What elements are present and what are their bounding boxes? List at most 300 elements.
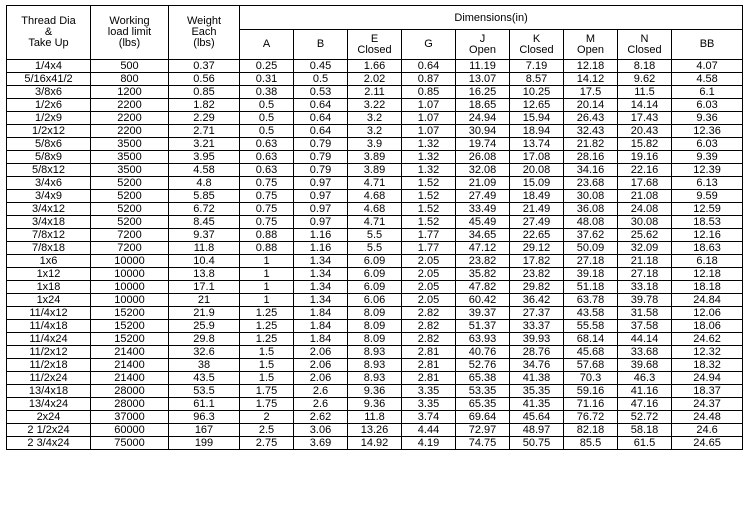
table-row <box>7 216 743 229</box>
table-cell: 28000 <box>91 398 169 411</box>
table-cell: 14.92 <box>348 437 402 450</box>
thread-size-cell: 5/16x41/2 <box>7 73 91 86</box>
table-cell: 1.07 <box>402 99 456 112</box>
table-row <box>7 346 743 359</box>
thread-size-cell: 1/2x6 <box>7 99 91 112</box>
table-cell: 63.93 <box>456 333 510 346</box>
table-cell: 0.25 <box>240 60 294 73</box>
table-cell: 32.43 <box>564 125 618 138</box>
table-cell: 2.05 <box>402 294 456 307</box>
table-cell: 43.58 <box>564 307 618 320</box>
table-cell: 0.97 <box>294 190 348 203</box>
table-cell: 2200 <box>91 112 169 125</box>
table-cell: 13.26 <box>348 424 402 437</box>
table-cell: 23.82 <box>456 255 510 268</box>
table-cell: 24.94 <box>456 112 510 125</box>
table-row <box>7 164 743 177</box>
table-cell: 45.49 <box>456 216 510 229</box>
header-line: N <box>640 32 649 45</box>
header-line: K <box>532 32 541 45</box>
table-cell: 1.52 <box>402 203 456 216</box>
header-line: J <box>479 32 486 45</box>
table-cell: 1 <box>240 281 294 294</box>
table-cell: 0.88 <box>240 229 294 242</box>
table-cell: 2 <box>240 411 294 424</box>
table-cell: 27.18 <box>618 268 672 281</box>
header-line: BB <box>699 38 715 50</box>
table-cell: 1.07 <box>402 112 456 125</box>
table-cell: 1.52 <box>402 216 456 229</box>
table-row <box>7 255 743 268</box>
table-cell: 26.43 <box>564 112 618 125</box>
table-cell: 72.97 <box>456 424 510 437</box>
table-cell: 4.68 <box>348 190 402 203</box>
table-cell: 33.49 <box>456 203 510 216</box>
table-row <box>7 177 743 190</box>
table-cell: 19.74 <box>456 138 510 151</box>
table-row <box>7 60 743 73</box>
table-cell: 45.68 <box>564 346 618 359</box>
table-cell: 52.76 <box>456 359 510 372</box>
table-row <box>7 112 743 125</box>
table-cell: 3.74 <box>402 411 456 424</box>
header-line: Thread Dia <box>21 15 76 27</box>
table-cell: 2.05 <box>402 268 456 281</box>
table-cell: 55.58 <box>564 320 618 333</box>
thread-size-cell: 11/4x24 <box>7 333 91 346</box>
table-cell: 24.62 <box>672 333 743 346</box>
table-cell: 6.1 <box>672 86 743 99</box>
dimension-column-header <box>294 30 348 60</box>
table-cell: 0.97 <box>294 216 348 229</box>
table-cell: 8.09 <box>348 307 402 320</box>
table-cell: 20.08 <box>510 164 564 177</box>
table-cell: 2.06 <box>294 359 348 372</box>
table-row <box>7 151 743 164</box>
table-cell: 0.79 <box>294 164 348 177</box>
table-cell: 9.36 <box>348 385 402 398</box>
table-cell: 2.29 <box>169 112 240 125</box>
table-cell: 3.22 <box>348 99 402 112</box>
table-cell: 2.82 <box>402 320 456 333</box>
table-cell: 0.63 <box>240 151 294 164</box>
table-cell: 3.69 <box>294 437 348 450</box>
table-cell: 1.84 <box>294 333 348 346</box>
table-cell: 27.49 <box>456 190 510 203</box>
thread-size-cell: 1x24 <box>7 294 91 307</box>
table-header <box>7 6 743 60</box>
table-row <box>7 307 743 320</box>
thread-size-cell: 7/8x18 <box>7 242 91 255</box>
table-cell: 28.76 <box>510 346 564 359</box>
table-cell: 12.18 <box>564 60 618 73</box>
table-cell: 39.93 <box>510 333 564 346</box>
table-cell: 2.81 <box>402 372 456 385</box>
table-cell: 3.2 <box>348 112 402 125</box>
table-cell: 16.25 <box>456 86 510 99</box>
header-line: E <box>370 32 379 45</box>
table-cell: 0.75 <box>240 216 294 229</box>
table-cell: 14.12 <box>564 73 618 86</box>
table-row <box>7 359 743 372</box>
table-row <box>7 203 743 216</box>
table-cell: 4.8 <box>169 177 240 190</box>
table-cell: 2.62 <box>294 411 348 424</box>
table-cell: 0.38 <box>240 86 294 99</box>
table-cell: 15.09 <box>510 177 564 190</box>
table-cell: 51.18 <box>564 281 618 294</box>
table-cell: 8.09 <box>348 333 402 346</box>
table-cell: 14.14 <box>618 99 672 112</box>
table-cell: 6.03 <box>672 138 743 151</box>
header-line: Working <box>109 15 150 27</box>
table-cell: 1.52 <box>402 190 456 203</box>
table-cell: 24.08 <box>618 203 672 216</box>
table-cell: 3.21 <box>169 138 240 151</box>
table-cell: 1.5 <box>240 359 294 372</box>
table-cell: 2.82 <box>402 307 456 320</box>
thread-size-cell: 11/2x24 <box>7 372 91 385</box>
thread-size-cell: 11/2x18 <box>7 359 91 372</box>
table-cell: 9.39 <box>672 151 743 164</box>
table-cell: 9.37 <box>169 229 240 242</box>
table-cell: 167 <box>169 424 240 437</box>
thread-size-cell: 3/4x6 <box>7 177 91 190</box>
table-cell: 8.18 <box>618 60 672 73</box>
table-cell: 20.14 <box>564 99 618 112</box>
table-cell: 7200 <box>91 242 169 255</box>
table-body <box>7 60 743 450</box>
table-cell: 8.93 <box>348 372 402 385</box>
thread-dia-header <box>7 6 91 60</box>
table-cell: 0.5 <box>240 99 294 112</box>
table-cell: 41.35 <box>510 398 564 411</box>
thread-size-cell: 2x24 <box>7 411 91 424</box>
table-cell: 59.16 <box>564 385 618 398</box>
table-cell: 82.18 <box>564 424 618 437</box>
table-cell: 21.82 <box>564 138 618 151</box>
header-line: Take Up <box>28 37 69 49</box>
thread-size-cell: 1x6 <box>7 255 91 268</box>
table-cell: 21400 <box>91 359 169 372</box>
table-cell: 33.37 <box>510 320 564 333</box>
table-cell: 0.5 <box>240 112 294 125</box>
table-cell: 52.72 <box>618 411 672 424</box>
table-cell: 28000 <box>91 385 169 398</box>
table-cell: 1200 <box>91 86 169 99</box>
header-line: B <box>316 38 325 50</box>
table-cell: 45.64 <box>510 411 564 424</box>
table-cell: 15200 <box>91 333 169 346</box>
table-cell: 32.6 <box>169 346 240 359</box>
table-cell: 0.45 <box>294 60 348 73</box>
table-cell: 32.09 <box>618 242 672 255</box>
table-cell: 1.32 <box>402 138 456 151</box>
table-cell: 0.64 <box>294 112 348 125</box>
table-cell: 0.37 <box>169 60 240 73</box>
table-cell: 5200 <box>91 190 169 203</box>
table-row <box>7 398 743 411</box>
table-cell: 0.85 <box>402 86 456 99</box>
table-cell: 21400 <box>91 372 169 385</box>
table-cell: 9.36 <box>672 112 743 125</box>
table-cell: 3.35 <box>402 385 456 398</box>
table-cell: 1.16 <box>294 229 348 242</box>
table-cell: 21.9 <box>169 307 240 320</box>
table-cell: 5200 <box>91 203 169 216</box>
table-cell: 8.93 <box>348 359 402 372</box>
table-cell: 24.6 <box>672 424 743 437</box>
header-line: (lbs) <box>118 37 141 49</box>
table-cell: 1.5 <box>240 372 294 385</box>
table-cell: 1.34 <box>294 268 348 281</box>
table-cell: 47.16 <box>618 398 672 411</box>
table-cell: 11.19 <box>456 60 510 73</box>
table-cell: 50.75 <box>510 437 564 450</box>
table-cell: 33.18 <box>618 281 672 294</box>
dimensions-header: Dimensions(in) <box>240 6 743 30</box>
table-cell: 2.06 <box>294 346 348 359</box>
table-cell: 18.32 <box>672 359 743 372</box>
table-cell: 6.06 <box>348 294 402 307</box>
header-line: G <box>424 38 433 50</box>
header-line: Closed <box>519 43 554 56</box>
table-cell: 61.5 <box>618 437 672 450</box>
thread-size-cell: 1/2x9 <box>7 112 91 125</box>
table-cell: 21.18 <box>618 255 672 268</box>
table-cell: 38 <box>169 359 240 372</box>
table-cell: 2.5 <box>240 424 294 437</box>
table-cell: 7200 <box>91 229 169 242</box>
thread-size-cell: 1x12 <box>7 268 91 281</box>
table-cell: 41.16 <box>618 385 672 398</box>
table-cell: 17.68 <box>618 177 672 190</box>
table-cell: 2.11 <box>348 86 402 99</box>
table-cell: 2.05 <box>402 255 456 268</box>
table-cell: 199 <box>169 437 240 450</box>
table-cell: 30.94 <box>456 125 510 138</box>
table-cell: 6.09 <box>348 281 402 294</box>
table-cell: 13.74 <box>510 138 564 151</box>
table-cell: 17.1 <box>169 281 240 294</box>
table-cell: 74.75 <box>456 437 510 450</box>
table-cell: 13.07 <box>456 73 510 86</box>
table-cell: 24.84 <box>672 294 743 307</box>
table-cell: 2.71 <box>169 125 240 138</box>
header-line: & <box>44 26 53 38</box>
header-line: load limit <box>107 26 152 38</box>
table-cell: 22.65 <box>510 229 564 242</box>
working-load-limit-header <box>91 6 169 60</box>
table-cell: 18.37 <box>672 385 743 398</box>
table-cell: 1.16 <box>294 242 348 255</box>
turnbuckle-spec-table <box>6 5 743 450</box>
table-cell: 12.65 <box>510 99 564 112</box>
table-cell: 0.63 <box>240 164 294 177</box>
table-cell: 0.64 <box>294 99 348 112</box>
table-cell: 37000 <box>91 411 169 424</box>
table-cell: 53.35 <box>456 385 510 398</box>
weight-each-header <box>169 6 240 60</box>
table-row <box>7 229 743 242</box>
thread-size-cell: 3/4x18 <box>7 216 91 229</box>
table-cell: 1.75 <box>240 398 294 411</box>
table-cell: 21 <box>169 294 240 307</box>
table-cell: 10000 <box>91 255 169 268</box>
table-cell: 85.5 <box>564 437 618 450</box>
thread-size-cell: 13/4x18 <box>7 385 91 398</box>
header-line: M <box>585 32 596 45</box>
table-cell: 13.8 <box>169 268 240 281</box>
table-cell: 15.94 <box>510 112 564 125</box>
table-cell: 50.09 <box>564 242 618 255</box>
table-cell: 39.37 <box>456 307 510 320</box>
table-cell: 40.76 <box>456 346 510 359</box>
table-cell: 26.08 <box>456 151 510 164</box>
table-cell: 57.68 <box>564 359 618 372</box>
table-cell: 68.14 <box>564 333 618 346</box>
table-cell: 0.97 <box>294 203 348 216</box>
table-cell: 0.97 <box>294 177 348 190</box>
table-cell: 20.43 <box>618 125 672 138</box>
table-cell: 27.37 <box>510 307 564 320</box>
table-cell: 5200 <box>91 177 169 190</box>
table-cell: 48.08 <box>564 216 618 229</box>
header-line: Open <box>577 43 604 56</box>
table-cell: 1.75 <box>240 385 294 398</box>
table-row <box>7 73 743 86</box>
header-line: Each <box>191 26 217 38</box>
table-row <box>7 138 743 151</box>
table-cell: 61.1 <box>169 398 240 411</box>
table-cell: 9.59 <box>672 190 743 203</box>
table-cell: 1.25 <box>240 320 294 333</box>
table-cell: 1.32 <box>402 151 456 164</box>
table-cell: 4.58 <box>169 164 240 177</box>
table-cell: 18.94 <box>510 125 564 138</box>
table-cell: 51.37 <box>456 320 510 333</box>
table-cell: 1.34 <box>294 255 348 268</box>
table-cell: 5.85 <box>169 190 240 203</box>
table-cell: 0.5 <box>240 125 294 138</box>
thread-size-cell: 1x18 <box>7 281 91 294</box>
table-cell: 60.42 <box>456 294 510 307</box>
table-cell: 30.08 <box>618 216 672 229</box>
table-cell: 18.06 <box>672 320 743 333</box>
table-cell: 39.78 <box>618 294 672 307</box>
table-cell: 71.16 <box>564 398 618 411</box>
table-cell: 5200 <box>91 216 169 229</box>
table-cell: 12.36 <box>672 125 743 138</box>
table-cell: 12.06 <box>672 307 743 320</box>
table-cell: 11.8 <box>348 411 402 424</box>
table-cell: 21400 <box>91 346 169 359</box>
table-cell: 48.97 <box>510 424 564 437</box>
table-cell: 0.79 <box>294 151 348 164</box>
table-cell: 1.52 <box>402 177 456 190</box>
table-cell: 15200 <box>91 307 169 320</box>
thread-size-cell: 5/8x6 <box>7 138 91 151</box>
thread-size-cell: 3/4x9 <box>7 190 91 203</box>
table-cell: 36.08 <box>564 203 618 216</box>
table-cell: 33.68 <box>618 346 672 359</box>
table-cell: 1.66 <box>348 60 402 73</box>
table-cell: 76.72 <box>564 411 618 424</box>
table-cell: 1.84 <box>294 320 348 333</box>
table-cell: 6.03 <box>672 99 743 112</box>
table-cell: 3.95 <box>169 151 240 164</box>
table-cell: 2.6 <box>294 398 348 411</box>
table-cell: 2200 <box>91 125 169 138</box>
table-row <box>7 125 743 138</box>
table-cell: 27.49 <box>510 216 564 229</box>
table-cell: 1.5 <box>240 346 294 359</box>
table-cell: 69.64 <box>456 411 510 424</box>
dimension-column-header <box>510 30 564 60</box>
table-cell: 3500 <box>91 151 169 164</box>
table-cell: 3.9 <box>348 138 402 151</box>
table-cell: 25.9 <box>169 320 240 333</box>
table-cell: 2.02 <box>348 73 402 86</box>
table-cell: 39.68 <box>618 359 672 372</box>
table-cell: 6.09 <box>348 268 402 281</box>
table-cell: 1 <box>240 268 294 281</box>
table-row <box>7 320 743 333</box>
table-cell: 1.84 <box>294 307 348 320</box>
dimension-column-header <box>402 30 456 60</box>
table-cell: 17.43 <box>618 112 672 125</box>
table-cell: 2.6 <box>294 385 348 398</box>
table-cell: 2.81 <box>402 346 456 359</box>
table-cell: 1.32 <box>402 164 456 177</box>
table-cell: 0.53 <box>294 86 348 99</box>
table-cell: 0.85 <box>169 86 240 99</box>
table-cell: 70.3 <box>564 372 618 385</box>
table-row <box>7 86 743 99</box>
table-cell: 96.3 <box>169 411 240 424</box>
table-cell: 18.65 <box>456 99 510 112</box>
table-cell: 0.75 <box>240 177 294 190</box>
table-cell: 6.09 <box>348 255 402 268</box>
table-cell: 0.87 <box>402 73 456 86</box>
table-cell: 1.34 <box>294 281 348 294</box>
table-cell: 34.65 <box>456 229 510 242</box>
table-cell: 2.82 <box>402 333 456 346</box>
table-cell: 9.36 <box>348 398 402 411</box>
table-cell: 15.82 <box>618 138 672 151</box>
table-cell: 29.12 <box>510 242 564 255</box>
table-cell: 47.82 <box>456 281 510 294</box>
thread-size-cell: 11/4x18 <box>7 320 91 333</box>
table-cell: 4.44 <box>402 424 456 437</box>
table-cell: 2200 <box>91 99 169 112</box>
header-line: Open <box>469 43 496 56</box>
table-cell: 0.75 <box>240 190 294 203</box>
table-cell: 29.8 <box>169 333 240 346</box>
table-row <box>7 424 743 437</box>
table-cell: 24.48 <box>672 411 743 424</box>
table-cell: 0.63 <box>240 138 294 151</box>
thread-size-cell: 5/8x9 <box>7 151 91 164</box>
table-cell: 12.32 <box>672 346 743 359</box>
table-row <box>7 242 743 255</box>
table-cell: 8.45 <box>169 216 240 229</box>
table-cell: 0.88 <box>240 242 294 255</box>
table-cell: 0.64 <box>402 60 456 73</box>
table-cell: 3.06 <box>294 424 348 437</box>
table-cell: 19.16 <box>618 151 672 164</box>
table-cell: 17.5 <box>564 86 618 99</box>
